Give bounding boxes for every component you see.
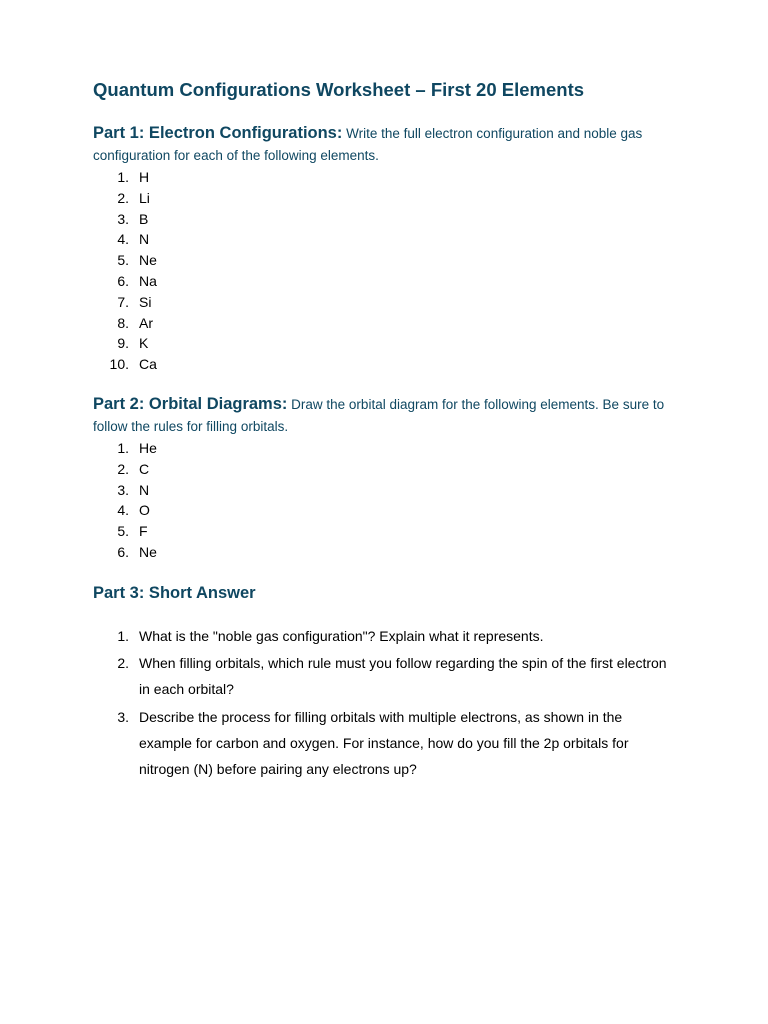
list-item-number: 7.	[117, 293, 129, 310]
list-item-number: 3.	[117, 210, 129, 227]
list-item	[93, 188, 673, 209]
list-item	[93, 313, 673, 334]
list-item-text: N	[139, 481, 150, 498]
list-item-number: 6.	[117, 272, 129, 289]
list-item-number: 5.	[117, 252, 129, 269]
part2-instructions: Draw the orbital diagram for the following elements. Be sure to follow the rules for filling orbitals.	[93, 396, 665, 434]
list-item	[93, 500, 673, 521]
question-number: 1.	[117, 627, 129, 644]
list-item	[93, 542, 673, 563]
part1-instructions: Write the full electron configuration and noble gas configuration for each of the following elements.	[93, 126, 643, 163]
list-item-text: Na	[139, 272, 157, 289]
question-item	[93, 704, 673, 783]
part3-heading: Part 3: Short Answer	[93, 583, 256, 602]
list-item-text: Ar	[139, 314, 153, 331]
list-item-text: K	[139, 335, 149, 352]
list-item-text: He	[139, 439, 157, 456]
list-item-number: 1.	[117, 169, 129, 185]
list-item	[93, 167, 673, 188]
part1-header	[93, 122, 673, 167]
list-item-text: N	[139, 231, 150, 248]
question-item	[93, 650, 673, 703]
question-number: 2.	[117, 655, 129, 672]
list-item	[93, 333, 673, 354]
worksheet-page	[93, 76, 673, 784]
list-item-number: 1.	[117, 439, 129, 456]
list-item-number: 2.	[117, 460, 129, 477]
list-item	[93, 292, 673, 313]
list-item-text: O	[139, 502, 150, 519]
list-item	[93, 354, 673, 375]
list-item-text: H	[139, 169, 150, 185]
list-item-text: Ne	[139, 543, 157, 560]
list-item-number: 6.	[117, 543, 129, 560]
list-item	[93, 459, 673, 480]
list-item-text: Li	[139, 189, 150, 206]
list-item-text: B	[139, 210, 149, 227]
part2-header	[93, 393, 673, 438]
question-text: Describe the process for filling orbitals with multiple electrons, as shown in the example for carbon and oxygen. For instance, how do you fill the 2p orbitals for nitrogen (N) before pairing any electrons up?	[139, 708, 629, 778]
worksheet-title: Quantum Configurations Worksheet – First 20 Elements	[93, 79, 585, 100]
list-item	[93, 250, 673, 271]
list-item-number: 2.	[117, 189, 129, 206]
part3-question-list	[93, 623, 673, 783]
list-item	[93, 521, 673, 542]
question-item	[93, 623, 673, 649]
part2-element-list	[93, 438, 673, 563]
list-item	[93, 438, 673, 459]
list-item-number: 4.	[117, 502, 129, 519]
list-item	[93, 271, 673, 292]
list-item-number: 4.	[117, 231, 129, 248]
part3-header	[93, 582, 673, 605]
list-item	[93, 229, 673, 250]
question-number: 3.	[117, 708, 129, 725]
question-text: What is the "noble gas configuration"? Explain what it represents.	[139, 627, 544, 644]
question-text: When filling orbitals, which rule must you follow regarding the spin of the first electron in each orbital?	[139, 655, 667, 698]
list-item-text: Ca	[139, 356, 157, 373]
list-item-text: C	[139, 460, 150, 477]
part2-heading: Part 2: Orbital Diagrams:	[93, 394, 288, 413]
list-item	[93, 480, 673, 501]
part1-element-list	[93, 167, 673, 375]
list-item-number: 9.	[117, 335, 129, 352]
part1-heading: Part 1: Electron Configurations:	[93, 124, 343, 142]
list-item-text: F	[139, 523, 148, 540]
list-item-number: 5.	[117, 523, 129, 540]
list-item	[93, 209, 673, 230]
list-item-number: 3.	[117, 481, 129, 498]
list-item-number: 8.	[117, 314, 129, 331]
list-item-number: 10.	[109, 356, 129, 373]
list-item-text: Si	[139, 293, 152, 310]
list-item-text: Ne	[139, 252, 157, 269]
